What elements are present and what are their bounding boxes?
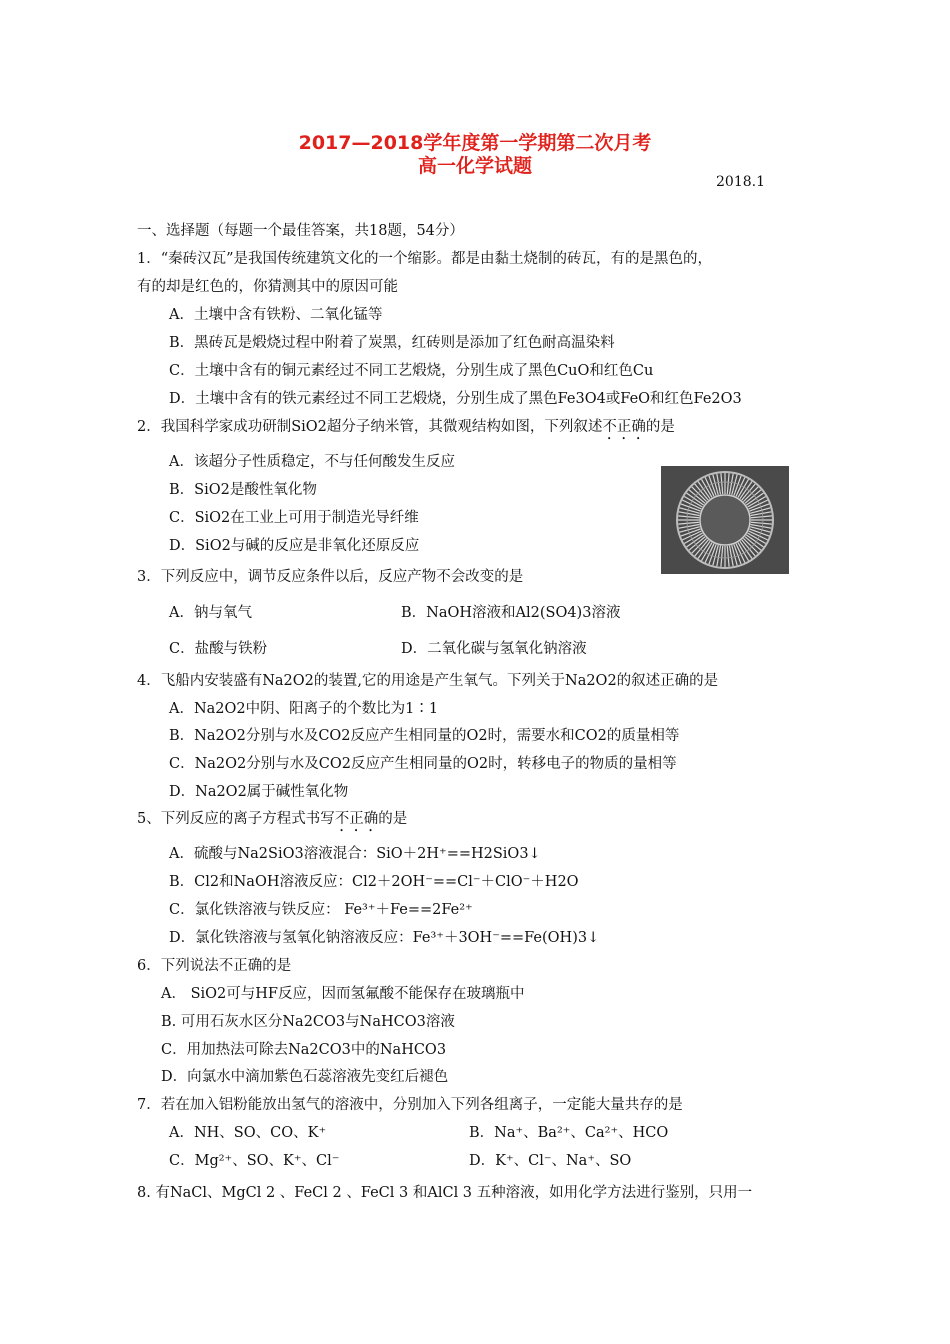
- q7-option-b: B．Na⁺、Ba²⁺、Ca²⁺、HCO: [469, 1125, 669, 1141]
- q1-option-a: A．土壤中含有铁粉、二氧化锰等: [169, 307, 383, 323]
- q5-option-c: C．氯化铁溶液与铁反应： Fe³⁺＋Fe==2Fe²⁺: [169, 902, 473, 918]
- q6-option-b: B. 可用石灰水区分Na2CO3与NaHCO3溶液: [161, 1014, 455, 1030]
- q4-option-b: B．Na2O2分别与水及CO2反应产生相同量的O2时，需要水和CO2的质量相等: [169, 728, 680, 744]
- q3-option-c: C．盐酸与铁粉: [169, 641, 268, 657]
- q1-stem-line1: 1．“秦砖汉瓦”是我国传统建筑文化的一个缩影。都是由黏土烧制的砖瓦，有的是黑色的，: [137, 251, 713, 267]
- q2-stem-emphasis: 不正确: [602, 419, 646, 435]
- q5-option-b: B．Cl2和NaOH溶液反应：Cl2＋2OH⁻==Cl⁻＋ClO⁻＋H2O: [169, 874, 579, 890]
- q4-option-d: D．Na2O2属于碱性氧化物: [169, 784, 349, 800]
- section-heading: 一、选择题（每题一个最佳答案，共18题，54分）: [137, 223, 464, 239]
- q4-option-c: C．Na2O2分别与水及CO2反应产生相同量的O2时，转移电子的物质的量相等: [169, 756, 677, 772]
- q5-stem-pre: 5、下列反应的离子方程式书写: [137, 811, 335, 827]
- q5-option-d: D．氯化铁溶液与氢氧化钠溶液反应：Fe³⁺＋3OH⁻==Fe(OH)3↓: [169, 930, 600, 946]
- q4-stem: 4．飞船内安装盛有Na2O2的装置,它的用途是产生氧气。下列关于Na2O2的叙述正确的是: [137, 673, 719, 689]
- nanotube-figure: [661, 466, 789, 574]
- q2-option-d: D．SiO2与碱的反应是非氧化还原反应: [169, 538, 420, 554]
- q3-option-d: D．二氧化碳与氢氧化钠溶液: [401, 641, 587, 657]
- q3-stem: 3．下列反应中，调节反应条件以后，反应产物不会改变的是: [137, 569, 524, 585]
- q8-stem: 8. 有NaCl、MgCl 2 、FeCl 2 、FeCl 3 和AlCl 3 五种溶液，如用化学方法进行鉴别，只用一: [137, 1185, 753, 1201]
- exam-title: 2017—2018学年度第一学期第二次月考: [298, 132, 652, 154]
- q2-stem: [137, 418, 675, 443]
- q5-stem-emphasis: 不正确: [334, 811, 379, 827]
- q5-stem-post: 的是: [378, 811, 408, 827]
- q2-stem-pre: 2．我国科学家成功研制SiO2超分子纳米管，其微观结构如图，下列叙述: [137, 419, 603, 435]
- q2-option-b: B．SiO2是酸性氧化物: [169, 482, 317, 498]
- q4-option-a: A．Na2O2中阴、阳离子的个数比为1∶1: [169, 701, 439, 717]
- q7-option-a: A．NH、SO、CO、K⁺: [169, 1125, 327, 1141]
- q6-option-a: A． SiO2可与HF反应，因而氢氟酸不能保存在玻璃瓶中: [161, 986, 525, 1002]
- q1-option-b: B．黑砖瓦是煅烧过程中附着了炭黑，红砖则是添加了红色耐高温染料: [169, 335, 615, 351]
- q5-stem: [137, 810, 407, 835]
- q5-option-a: A．硫酸与Na2SiO3溶液混合：SiO＋2H⁺==H2SiO3↓: [169, 846, 541, 862]
- q3-option-a: A．钠与氧气: [169, 605, 252, 621]
- q7-stem: 7．若在加入铝粉能放出氢气的溶液中，分别加入下列各组离子，一定能大量共存的是: [137, 1097, 683, 1113]
- q6-option-d: D．向氯水中滴加紫色石蕊溶液先变红后褪色: [161, 1069, 449, 1085]
- exam-date: 2018.1: [716, 174, 765, 190]
- q1-option-d: D．土壤中含有的铁元素经过不同工艺煅烧，分别生成了黑色Fe3O4或FeO和红色Fe2O3: [169, 391, 742, 407]
- q2-option-c: C．SiO2在工业上可用于制造光导纤维: [169, 510, 419, 526]
- q2-stem-post: 的是: [645, 419, 675, 435]
- q7-option-d: D．K⁺、Cl⁻、Na⁺、SO: [469, 1153, 632, 1169]
- q2-option-a: A．该超分子性质稳定，不与任何酸发生反应: [169, 454, 455, 470]
- q7-option-c: C．Mg²⁺、SO、K⁺、Cl⁻: [169, 1153, 340, 1169]
- exam-subtitle: 高一化学试题: [417, 155, 532, 177]
- q6-option-c: C．用加热法可除去Na2CO3中的NaHCO3: [161, 1042, 447, 1058]
- q1-option-c: C．土壤中含有的铜元素经过不同工艺煅烧，分别生成了黑色CuO和红色Cu: [169, 363, 654, 379]
- q3-option-b: B．NaOH溶液和Al2(SO4)3溶液: [401, 605, 621, 621]
- q6-stem: 6．下列说法不正确的是: [137, 958, 292, 974]
- q1-stem-line2: 有的却是红色的，你猜测其中的原因可能: [137, 279, 398, 295]
